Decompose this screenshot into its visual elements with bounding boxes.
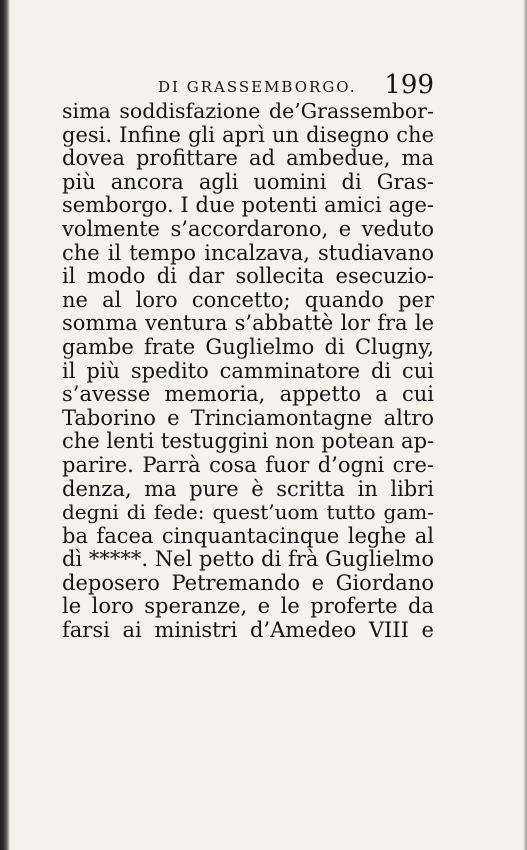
page-gutter-shadow <box>0 0 10 850</box>
page-number: 199 <box>384 70 434 100</box>
text-line: somma ventura s’abbattè lor fra le <box>62 311 434 336</box>
text-line: degni di fede: quest’uom tutto gam- <box>62 500 434 525</box>
text-line: sima soddisfazione de’Grassembor- <box>62 99 434 123</box>
text-line: denza, ma pure è scritta in libri <box>62 476 434 501</box>
text-line: che il tempo incalzava, studiavano <box>62 240 434 265</box>
page-edge <box>523 0 527 850</box>
text-line: le loro speranze, e le proferte da <box>62 594 434 619</box>
running-title: DI GRASSEMBORGO. <box>158 78 357 96</box>
text-line: parire. Parrà cosa fuor d’ogni cre- <box>62 452 434 477</box>
text-line: semborgo. I due potenti amici age- <box>62 193 434 218</box>
text-line: che lenti testuggini non potean ap- <box>62 429 435 454</box>
running-head <box>62 70 434 100</box>
text-line: più ancora agli uomini di Gras- <box>62 169 434 194</box>
text-line: deposero Petremando e Giordano <box>62 570 434 595</box>
text-line: Taborino e Trinciamontagne altro <box>62 405 434 430</box>
text-line: il più spedito camminatore di cui <box>62 358 434 383</box>
text-line: dovea profittare ad ambedue, ma <box>62 146 434 171</box>
text-line: ne al loro concetto; quando per <box>62 287 434 312</box>
text-line: gesi. Infine gli aprì un disegno che <box>62 122 434 147</box>
text-line: gambe frate Guglielmo di Clugny, <box>62 334 434 359</box>
text-line: ba facea cinquantacinque leghe al <box>62 523 434 548</box>
text-line: il modo di dar sollecita esecuzio- <box>62 264 434 289</box>
text-line: farsi ai ministri d’Amedeo VIII e <box>62 618 434 643</box>
text-line: dì *****. Nel petto di frà Guglielmo <box>62 547 434 572</box>
text-line: s’avesse memoria, appetto a cui <box>62 382 434 407</box>
body-text <box>62 100 434 643</box>
text-line: volmente s’accordarono, e veduto <box>62 216 434 241</box>
